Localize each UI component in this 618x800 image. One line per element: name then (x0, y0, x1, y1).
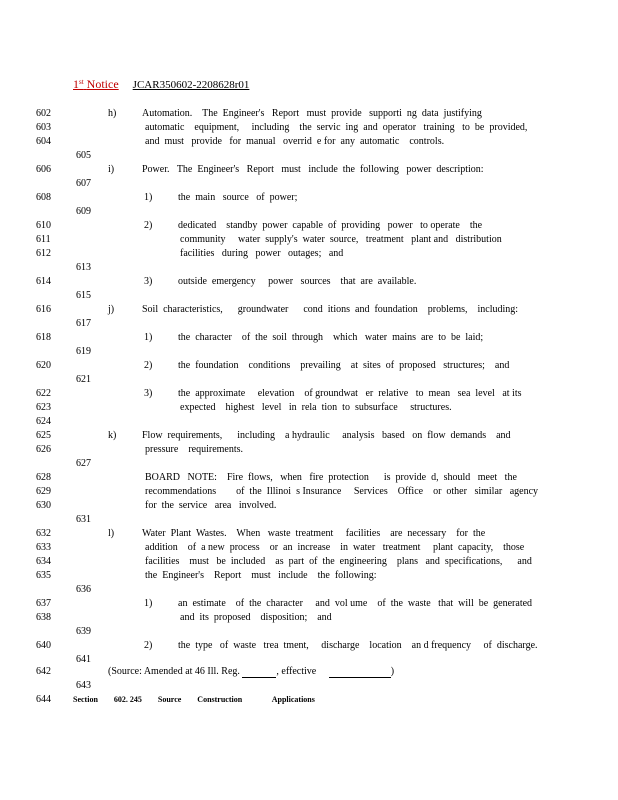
line-number: 632 (36, 528, 51, 539)
line-number: 609 (76, 206, 91, 217)
line-number: 633 (36, 542, 51, 553)
line-text: the main source of power; (178, 192, 298, 203)
line-text: Automation. The Engineer's Report must provide supporti ng data justifying (142, 108, 482, 119)
line-number: 614 (36, 276, 51, 287)
subitem-marker: 1) (144, 332, 153, 343)
footer-number: 602. 245 (113, 695, 142, 704)
footer-title-2: Construction (197, 695, 243, 704)
line-number: 644 (36, 694, 51, 705)
line-number: 628 (36, 472, 51, 483)
line-number: 619 (76, 346, 91, 357)
line-text: and must provide for manual overrid e for any automatic controls. (145, 136, 445, 147)
line-number: 626 (36, 444, 51, 455)
line-text: for the service area involved. (145, 500, 277, 511)
line-text: the Engineer's Report must include the following: (145, 570, 377, 581)
item-marker: l) (108, 528, 115, 539)
subitem-marker: 2) (144, 640, 153, 651)
line-text: the character of the soil through which water mains are to be laid; (178, 332, 484, 343)
line-number: 622 (36, 388, 51, 399)
line-number: 617 (76, 318, 91, 329)
line-number: 640 (36, 640, 51, 651)
line-number: 630 (36, 500, 51, 511)
line-number: 643 (76, 680, 91, 691)
subitem-marker: 3) (144, 388, 153, 399)
line-text: BOARD NOTE: Fire flows, when fire protection is provide d, should meet the (145, 472, 517, 483)
line-text: the foundation conditions prevailing at sites of proposed structures; and (178, 360, 510, 371)
notice-label: 1st Notice (73, 77, 119, 91)
line-number: 625 (36, 430, 51, 441)
line-number: 627 (76, 458, 91, 469)
line-number: 611 (36, 234, 51, 245)
blank-effective (329, 667, 391, 678)
line-text: pressure requirements. (145, 444, 244, 455)
footer-title-1: Source (157, 695, 182, 704)
notice-header (73, 78, 249, 91)
line-text: expected highest level in rela tion to subsurface structures. (180, 402, 452, 413)
subitem-marker: 3) (144, 276, 153, 287)
line-number: 634 (36, 556, 51, 567)
line-number: 610 (36, 220, 51, 231)
footer-section: Section (73, 695, 98, 704)
line-number: 613 (76, 262, 91, 273)
line-number: 608 (36, 192, 51, 203)
subitem-marker: 1) (144, 192, 153, 203)
line-text: facilities must be included as part of the engineering plans and specifications, and (145, 556, 532, 567)
line-number: 638 (36, 612, 51, 623)
line-text: addition of a new process or an increase in water treatment plant capacity, those (145, 542, 525, 553)
item-marker: h) (108, 108, 117, 119)
line-text: and its proposed disposition; and (180, 612, 332, 623)
line-number: 618 (36, 332, 51, 343)
line-number: 620 (36, 360, 51, 371)
line-text: the approximate elevation of groundwat er relative to mean sea level at its (178, 388, 522, 399)
line-number: 623 (36, 402, 51, 413)
line-text: Power. The Engineer's Report must include the following power description: (142, 164, 484, 175)
jcar-code: JCAR350602-2208628r01 (132, 79, 250, 91)
line-number: 642 (36, 666, 51, 677)
footer-title-3: Applications (271, 695, 315, 704)
line-number: 629 (36, 486, 51, 497)
line-text: Flow requirements, including a hydraulic analysis based on flow demands and (142, 430, 511, 441)
line-number: 612 (36, 248, 51, 259)
line-text: Water Plant Wastes. When waste treatment facilities are necessary for the (142, 528, 486, 539)
line-text: community water supply's water source, treatment plant and distribution (180, 234, 502, 245)
subitem-marker: 1) (144, 598, 153, 609)
line-number: 605 (76, 150, 91, 161)
line-number: 637 (36, 598, 51, 609)
line-text: the type of waste trea tment, discharge location an d frequency of discharge. (178, 640, 538, 651)
blank-reg (242, 667, 276, 678)
item-marker: j) (108, 304, 115, 315)
line-number: 631 (76, 514, 91, 525)
line-number: 635 (36, 570, 51, 581)
line-number: 607 (76, 178, 91, 189)
item-marker: i) (108, 164, 115, 175)
line-text: Soil characteristics, groundwater cond itions and foundation problems, including: (142, 304, 519, 315)
line-text: dedicated standby power capable of providing power to operate the (178, 220, 483, 231)
line-text: outside emergency power sources that are available. (178, 276, 417, 287)
line-number: 636 (76, 584, 91, 595)
line-number: 639 (76, 626, 91, 637)
line-number: 615 (76, 290, 91, 301)
line-number: 603 (36, 122, 51, 133)
line-number: 602 (36, 108, 51, 119)
line-number: 621 (76, 374, 91, 385)
line-text: recommendations of the Illinoi s Insurance Services Office or other similar agency (145, 486, 539, 497)
line-number: 641 (76, 654, 91, 665)
line-number: 624 (36, 416, 51, 427)
line-text: an estimate of the character and vol ume of the waste that will be generated (178, 598, 533, 609)
line-text: facilities during power outages; and (180, 248, 344, 259)
line-text: automatic equipment, including the servic ing and operator training to be provided, (145, 122, 528, 133)
line-number: 606 (36, 164, 51, 175)
subitem-marker: 2) (144, 220, 153, 231)
subitem-marker: 2) (144, 360, 153, 371)
section-footer (73, 694, 329, 706)
line-number: 604 (36, 136, 51, 147)
source-text: (Source: Amended at 46 Ill. Reg. , effective ) (108, 666, 395, 677)
item-marker: k) (108, 430, 117, 441)
line-number: 616 (36, 304, 51, 315)
